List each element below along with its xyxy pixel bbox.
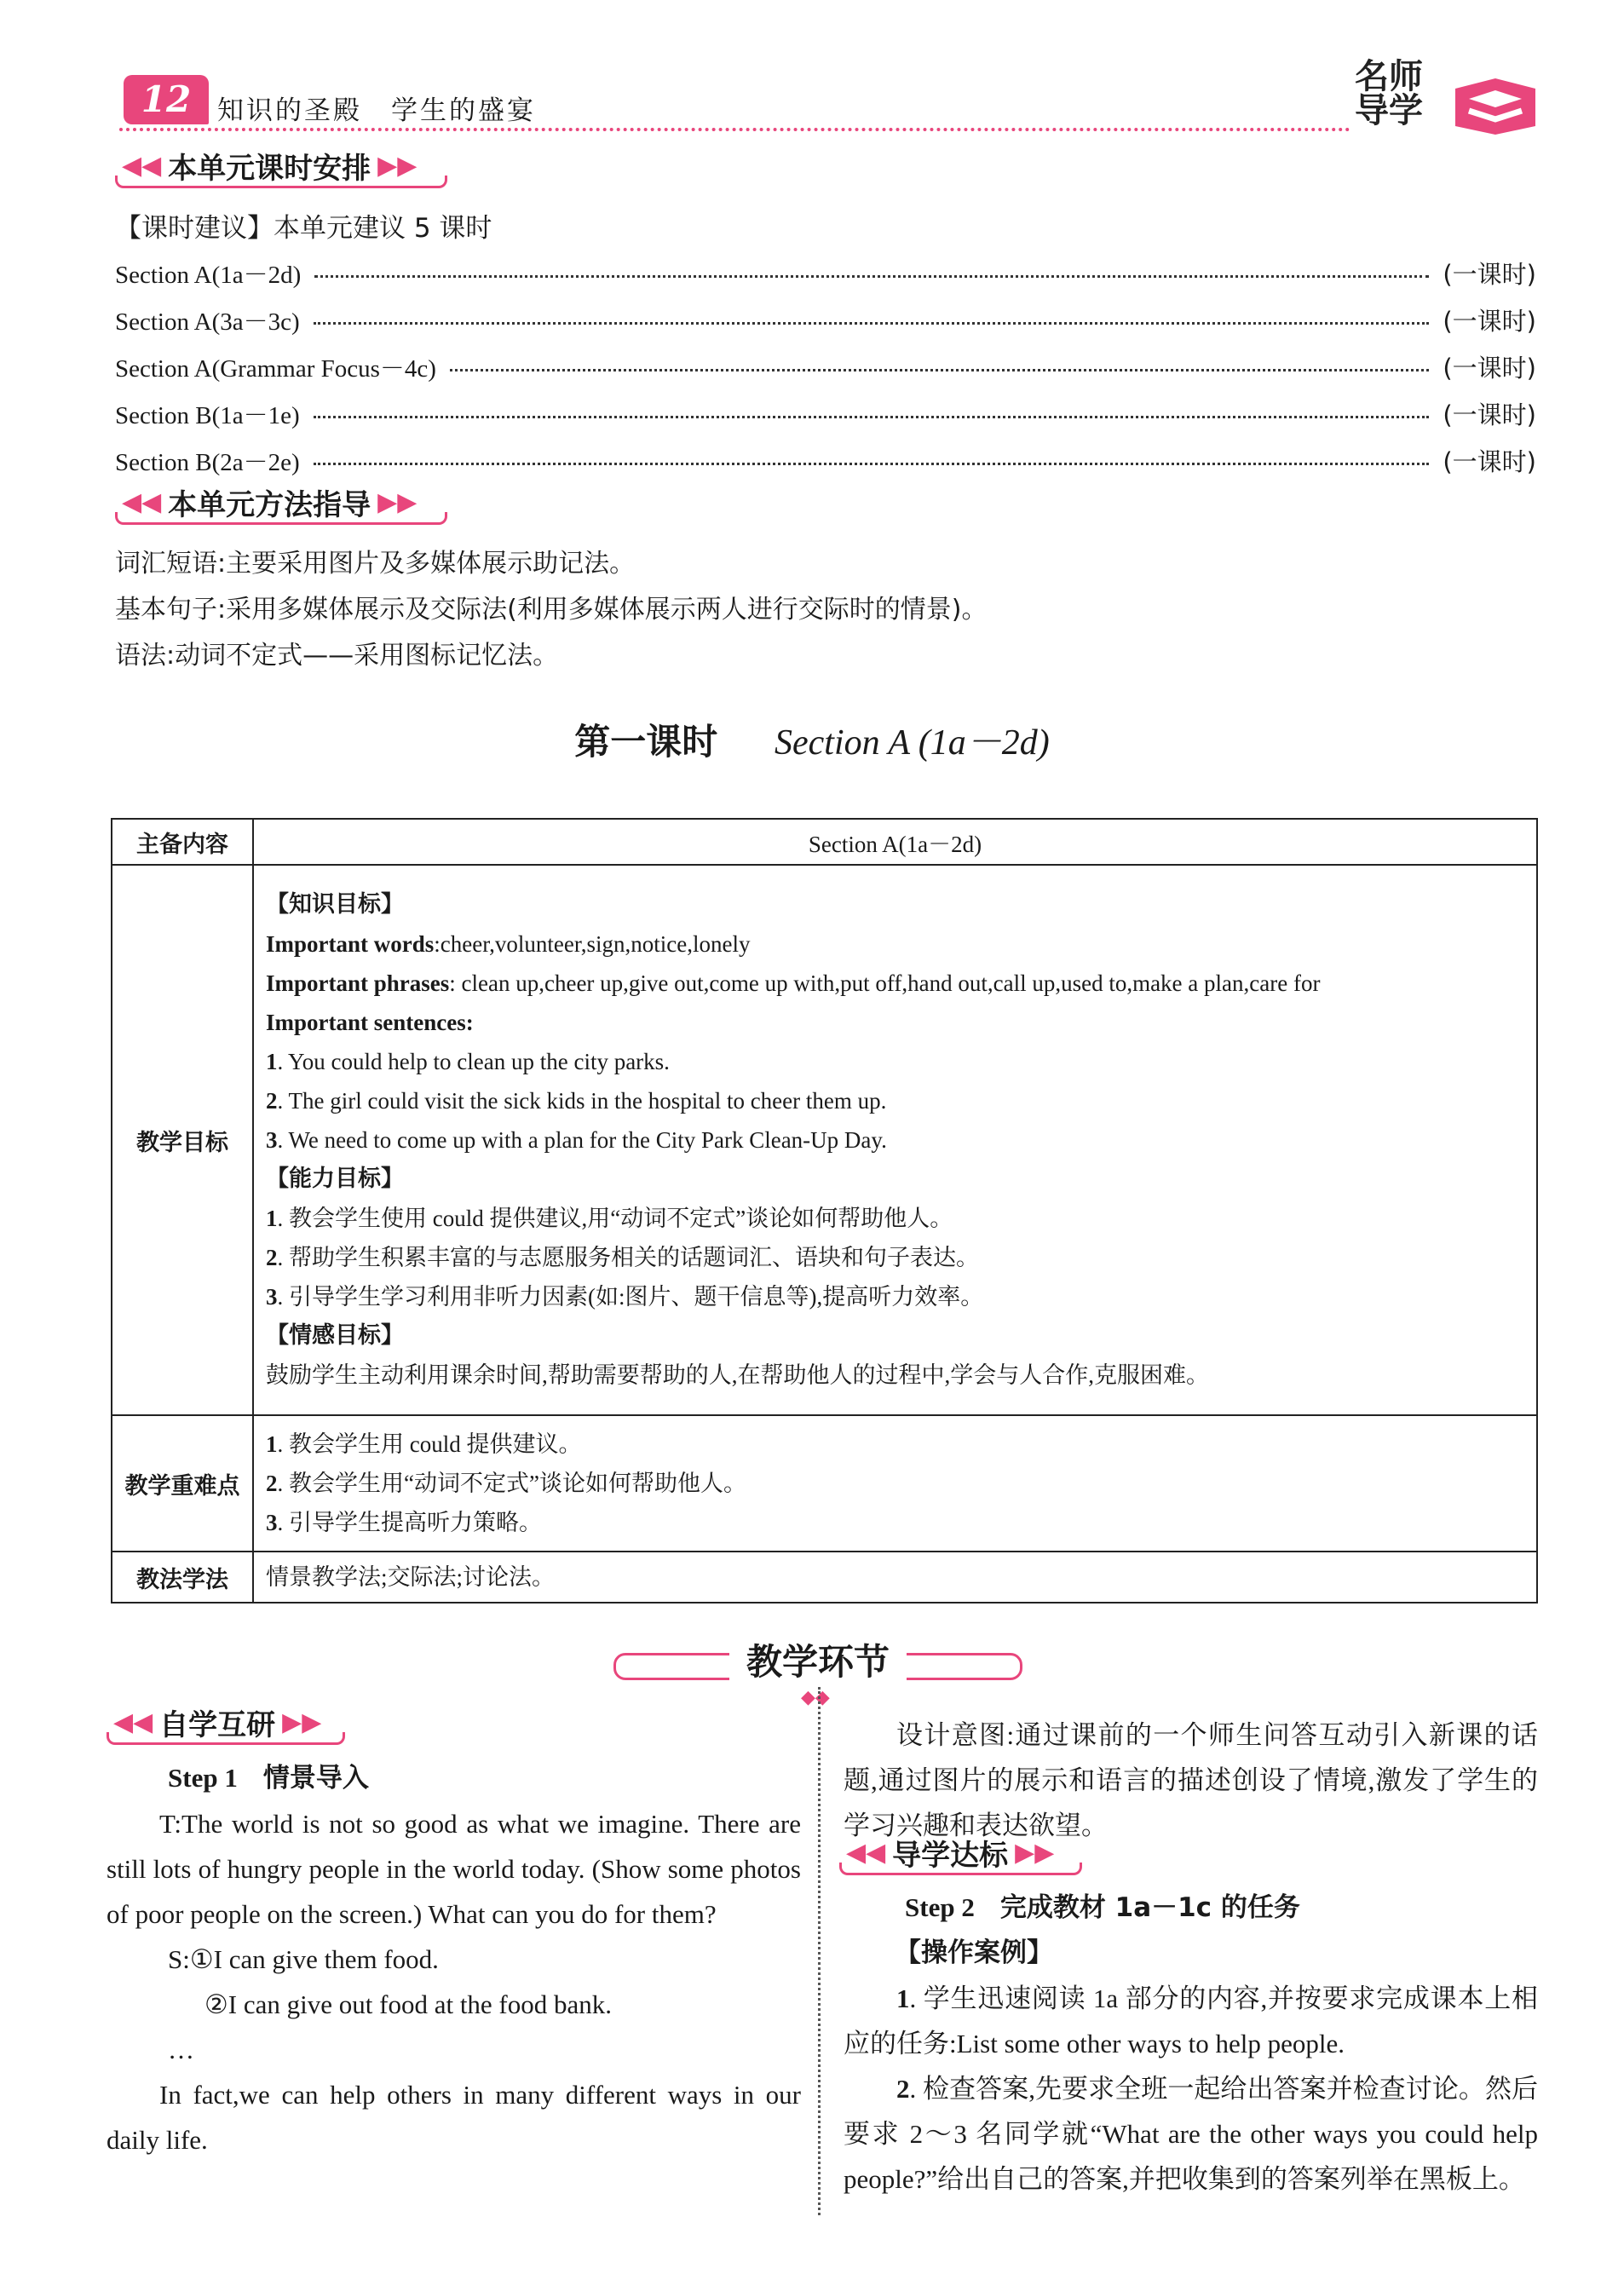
dialogue-line: In fact,we can help others in many different ways in our daily life.	[107, 2080, 801, 2155]
dialogue-line: …	[168, 2035, 194, 2064]
sentence-item: 1. You could help to clean up the city parks.	[266, 1049, 670, 1074]
table-row	[112, 865, 1537, 1415]
table-head-methods: 教法学法	[112, 1552, 253, 1603]
right-arrows-icon: ▶▶	[377, 487, 418, 517]
sentence-item: 2. The girl could visit the sick kids in the hospital to cheer them up.	[266, 1088, 887, 1114]
right-column	[844, 1885, 1538, 2202]
table-head-content: 主备内容	[112, 819, 253, 865]
right-arrows-icon: ▶▶	[1015, 1837, 1055, 1868]
keypoints-cell	[253, 1415, 1537, 1552]
case-heading: 【操作案例】	[895, 1937, 1053, 1968]
diamond-icon: ◆◆	[801, 1687, 830, 1708]
schedule-row: Section A(3a－3c) (一课时)	[115, 306, 1536, 336]
emotion-text: 鼓励学生主动利用课余时间,帮助需要帮助的人,在帮助他人的过程中,学会与人合作,克服困难。	[266, 1362, 1209, 1388]
table-row	[112, 819, 1537, 865]
method-heading: ◀◀ 本单元方法指导 ▶▶	[115, 481, 447, 522]
design-intent: 设计意图:通过课前的一个师生问答互动引入新课的话题,通过图片的展示和语言的描述创设了情境,激发了学生的学习兴趣和表达欲望。	[844, 1720, 1538, 1840]
dialogue-line: ②I can give out food at the food bank.	[204, 1989, 613, 2019]
left-column	[107, 1755, 801, 2162]
method-line: 基本句子:采用多媒体展示及交际法(利用多媒体展示两人进行交际时的情景)。	[115, 595, 988, 625]
ability-item: 3. 引导学生学习利用非听力因素(如:图片、题干信息等),提高听力效率。	[266, 1284, 984, 1310]
dialogue-line: S:①I can give them food.	[168, 1944, 439, 1974]
keypoint-item: 3. 引导学生提高听力策略。	[266, 1510, 542, 1535]
table-row	[112, 1415, 1537, 1552]
right-arrows-icon: ▶▶	[377, 150, 418, 181]
left-arrows-icon: ◀◀	[122, 150, 162, 181]
brand-line-2: 导学	[1355, 91, 1423, 130]
brand-book-icon	[1448, 73, 1542, 138]
dialogue-line: T:The world is not so good as what we imagine. There are still lots of hungry people in the world today. (Show some photos of poor people on the screen.) What can you do for them?	[107, 1809, 801, 1929]
teaching-heading: 教学环节	[613, 1634, 1022, 1685]
right-arrows-icon: ▶▶	[282, 1707, 322, 1737]
schedule-row: Section A(Grammar Focus－4c) (一课时)	[115, 353, 1536, 383]
brand-logo	[1355, 57, 1431, 130]
table-content-value: Section A(1a－2d)	[253, 819, 1537, 865]
sentence-item: 3. We need to come up with a plan for the City Park Clean-Up Day.	[266, 1127, 887, 1153]
table-head-objectives: 教学目标	[112, 865, 253, 1415]
schedule-suggestion: 【课时建议】本单元建议 5 课时	[115, 213, 492, 244]
schedule-row: Section B(2a－2e) (一课时)	[115, 446, 1536, 476]
ability-item: 2. 帮助学生积累丰富的与志愿服务相关的话题词汇、语块和句子表达。	[266, 1245, 979, 1270]
page-number: 12	[124, 75, 209, 124]
guide-heading: ◀◀ 导学达标 ▶▶	[839, 1832, 1082, 1873]
header-divider	[119, 128, 1350, 131]
step-1-title: Step 1 情景导入	[168, 1763, 369, 1793]
step-2-title: Step 2 完成教材 1a－1c 的任务	[905, 1892, 1300, 1923]
table-row	[112, 1552, 1537, 1603]
brand-line-1: 名师	[1355, 57, 1423, 96]
keypoint-item: 1. 教会学生用 could 提供建议。	[266, 1431, 582, 1457]
left-arrows-icon: ◀◀	[113, 1707, 153, 1737]
method-line: 语法:动词不定式——采用图标记忆法。	[115, 641, 559, 671]
lesson-title: 第一课时 Section A (1a－2d)	[574, 721, 1050, 763]
schedule-heading: ◀◀ 本单元课时安排 ▶▶	[115, 145, 447, 186]
objectives-cell: 【知识目标】 Important words:cheer,volunteer,sign,notice,lonely Important phrases: clean up,cheer up,give out,come up with,put off,hand out,call up,used to,make a plan,care for Important sentences: 1. You could help to clean up the city parks. 2. The girl could visit the sick kids in the hospital to cheer them up. 3. We need to come up with a plan for the City Park Clean-Up Day. 【能力目标】 1. 教会学生使用 could 提供建议,用“动词不定式”谈论如何帮助他人。 2. 帮助学生积累丰富的与志愿服务相关的话题词汇、语块和句子表达。 3. 引导学生学习利用非听力因素(如:图片、题干信息等),提高听力效率。 【情感目标】 鼓励学生主动利用课余时间,帮助需要帮助的人,在帮助他人的过程中,学会与人合作,克服困难。	[253, 865, 1537, 1415]
method-line: 词汇短语:主要采用图片及多媒体展示助记法。	[115, 549, 636, 579]
schedule-row: Section A(1a－2d) (一课时)	[115, 259, 1536, 289]
case-item: 1. 学生迅速阅读 1a 部分的内容,并按要求完成课本上相应的任务:List some other ways to help people.	[844, 1983, 1538, 2058]
self-study-heading: ◀◀ 自学互研 ▶▶	[107, 1701, 345, 1742]
left-arrows-icon: ◀◀	[846, 1837, 886, 1868]
lesson-plan-table	[111, 818, 1538, 1603]
methods-value: 情景教学法;交际法;讨论法。	[253, 1552, 1537, 1603]
schedule-row: Section B(1a－1e) (一课时)	[115, 400, 1536, 429]
table-head-keypoints: 教学重难点	[112, 1415, 253, 1552]
case-item: 2. 检查答案,先要求全班一起给出答案并检查讨论。然后要求 2～3 名同学就“What are the other ways you could help people?”给出自己的答案,并把收集到的答案列举在黑板上。	[844, 2074, 1538, 2194]
header-tagline: 知识的圣殿 学生的盛宴	[217, 95, 536, 126]
ability-item: 1. 教会学生使用 could 提供建议,用“动词不定式”谈论如何帮助他人。	[266, 1206, 953, 1231]
left-arrows-icon: ◀◀	[122, 487, 162, 517]
column-divider	[818, 1687, 821, 2215]
keypoint-item: 2. 教会学生用“动词不定式”谈论如何帮助他人。	[266, 1471, 746, 1496]
